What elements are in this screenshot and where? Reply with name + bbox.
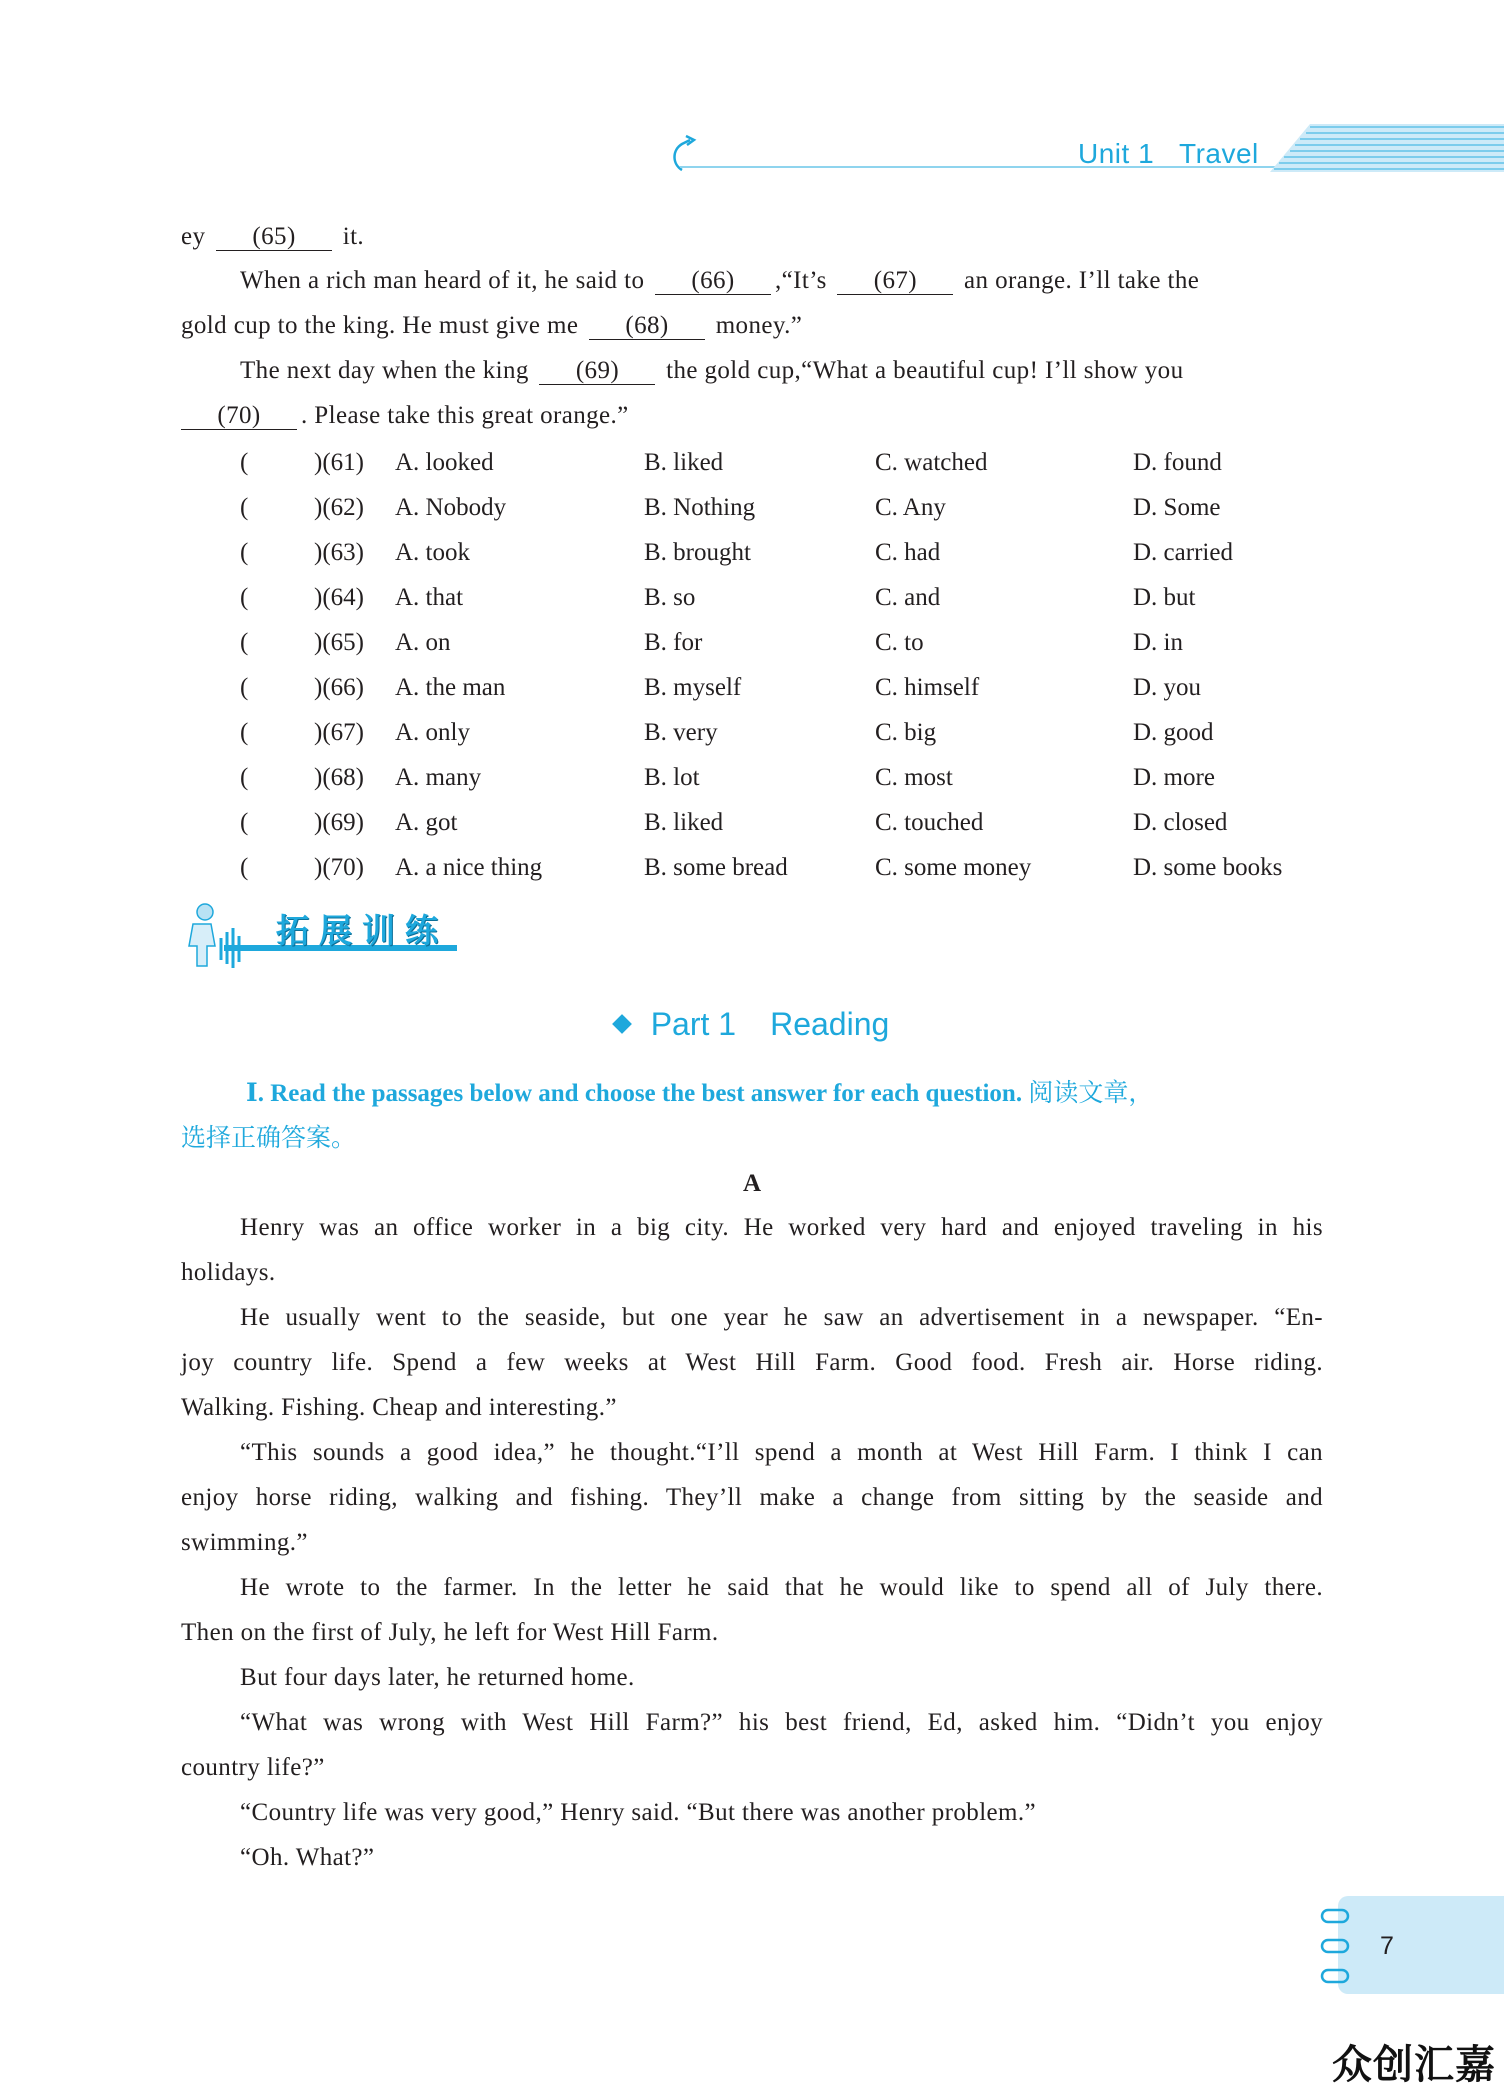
answer-paren-close: ) xyxy=(314,584,323,611)
binder-rings-icon xyxy=(1318,1906,1352,1986)
question-number xyxy=(314,581,364,615)
option-b: B. very xyxy=(644,719,718,746)
option-c: C. watched xyxy=(875,449,988,476)
passage-line: He wrote to the farmer. In the letter he said that he would like to spend all of July there. xyxy=(240,1574,1323,1601)
option-c: C. Any xyxy=(875,494,946,521)
option-a: A. on xyxy=(395,629,451,656)
question-number-text: (61) xyxy=(322,449,364,476)
instruction-line-1: Ⅰ. Read the passages below and choose the best answer for each question. 阅读文章， xyxy=(246,1078,1154,1107)
option-d: D. found xyxy=(1133,449,1222,476)
passage-line: joy country life. Spend a few weeks at West Hill Farm. Good food. Fresh air. Horse riding. xyxy=(181,1349,1323,1376)
answer-paren-open[interactable]: ( xyxy=(240,584,249,611)
option-d: D. in xyxy=(1133,629,1183,656)
answer-paren-open[interactable]: ( xyxy=(240,809,249,836)
option-row xyxy=(0,806,1504,840)
option-b: B. some bread xyxy=(644,854,788,881)
blank-67: (67) xyxy=(837,268,953,295)
question-number xyxy=(314,446,364,480)
option-row xyxy=(0,536,1504,570)
option-b: B. Nothing xyxy=(644,494,756,521)
answer-paren-open[interactable]: ( xyxy=(240,449,249,476)
option-a: A. that xyxy=(395,584,464,611)
option-row xyxy=(0,671,1504,705)
option-b: B. for xyxy=(644,629,703,656)
option-a: A. the man xyxy=(395,674,506,701)
passage-line: Then on the first of July, he left for West Hill Farm. xyxy=(181,1619,719,1646)
option-row xyxy=(0,491,1504,525)
option-c: C. some money xyxy=(875,854,1032,881)
header-unit-title: Unit 1 Travel xyxy=(1078,138,1259,169)
question-number xyxy=(314,761,364,795)
passage-line: He usually went to the seaside, but one year he saw an advertisement in a newspaper. “En- xyxy=(240,1304,1323,1331)
answer-paren-open[interactable]: ( xyxy=(240,539,249,566)
option-d: D. some books xyxy=(1133,854,1283,881)
question-number xyxy=(314,806,364,840)
answer-paren-open[interactable]: ( xyxy=(240,629,249,656)
cloze-line-1: ey (65) it. xyxy=(181,223,365,250)
question-number-text: (67) xyxy=(322,719,364,746)
option-c: C. most xyxy=(875,764,953,791)
option-row xyxy=(0,626,1504,660)
option-row xyxy=(0,446,1504,480)
option-c: C. and xyxy=(875,584,941,611)
question-number xyxy=(314,626,364,660)
answer-paren-open[interactable]: ( xyxy=(240,494,249,521)
passage-line: “Country life was very good,” Henry said. “But there was another problem.” xyxy=(240,1799,1037,1826)
passage-line: But four days later, he returned home. xyxy=(240,1664,635,1691)
page-number-tab xyxy=(1338,1896,1504,1994)
option-b: B. myself xyxy=(644,674,742,701)
header-stripes-decoration xyxy=(1270,124,1504,172)
cloze-line-4: The next day when the king (69) the gold cup,“What a beautiful cup! I’ll show you xyxy=(240,357,1184,384)
question-number-text: (69) xyxy=(322,809,364,836)
option-a: A. many xyxy=(395,764,482,791)
passage-line: swimming.” xyxy=(181,1529,308,1556)
option-d: D. carried xyxy=(1133,539,1233,566)
option-b: B. lot xyxy=(644,764,700,791)
option-c: C. himself xyxy=(875,674,980,701)
option-b: B. liked xyxy=(644,809,724,836)
question-number-text: (65) xyxy=(322,629,364,656)
question-number-text: (62) xyxy=(322,494,364,521)
question-number xyxy=(314,671,364,705)
cloze-line-5: (70) . Please take this great orange.” xyxy=(181,401,1323,431)
question-number-text: (64) xyxy=(322,584,364,611)
passage-line: holidays. xyxy=(181,1259,276,1286)
answer-paren-open[interactable]: ( xyxy=(240,854,249,881)
option-row xyxy=(0,716,1504,750)
option-d: D. more xyxy=(1133,764,1215,791)
option-a: A. got xyxy=(395,809,458,836)
passage-line: enjoy horse riding, walking and fishing. They’ll make a change from sitting by the seaside and xyxy=(181,1484,1323,1511)
section-banner-title: 拓展训练 xyxy=(276,911,448,950)
passage-label: A xyxy=(742,1170,762,1197)
blank-70: (70) xyxy=(181,403,297,430)
question-number-text: (68) xyxy=(322,764,364,791)
option-c: C. had xyxy=(875,539,941,566)
watermark-logo: 众创汇嘉 xyxy=(1332,2042,1496,2088)
option-a: A. Nobody xyxy=(395,494,507,521)
option-d: D. good xyxy=(1133,719,1214,746)
option-a: A. a nice thing xyxy=(395,854,543,881)
diamond-bullet-icon xyxy=(612,1014,632,1034)
option-a: A. only xyxy=(395,719,470,746)
passage-line: country life?” xyxy=(181,1754,325,1781)
question-number xyxy=(314,716,364,750)
answer-paren-close: ) xyxy=(314,449,323,476)
passage-line: Henry was an office worker in a big city. He worked very hard and enjoyed traveling in his xyxy=(240,1214,1323,1241)
option-a: A. looked xyxy=(395,449,494,476)
blank-65: (65) xyxy=(216,224,332,251)
option-b: B. so xyxy=(644,584,696,611)
part-heading: Part 1 Reading xyxy=(0,1006,1504,1043)
answer-paren-close: ) xyxy=(314,494,323,521)
header-arrow-icon xyxy=(668,134,708,174)
answer-paren-close: ) xyxy=(314,764,323,791)
option-a: A. took xyxy=(395,539,470,566)
answer-paren-close: ) xyxy=(314,854,323,881)
blank-69: (69) xyxy=(539,358,655,385)
option-d: D. closed xyxy=(1133,809,1228,836)
option-d: D. but xyxy=(1133,584,1196,611)
option-c: C. to xyxy=(875,629,924,656)
answer-paren-open[interactable]: ( xyxy=(240,719,249,746)
question-number-text: (70) xyxy=(322,854,364,881)
option-row xyxy=(0,761,1504,795)
answer-paren-close: ) xyxy=(314,629,323,656)
answer-paren-close: ) xyxy=(314,719,323,746)
answer-paren-close: ) xyxy=(314,539,323,566)
question-number-text: (66) xyxy=(322,674,364,701)
answer-paren-open[interactable]: ( xyxy=(240,764,249,791)
instruction-line-2: 选择正确答案。 xyxy=(181,1123,357,1152)
option-c: C. touched xyxy=(875,809,984,836)
blank-68: (68) xyxy=(589,313,705,340)
answer-paren-close: ) xyxy=(314,809,323,836)
option-c: C. big xyxy=(875,719,937,746)
option-d: D. you xyxy=(1133,674,1202,701)
passage-line: Walking. Fishing. Cheap and interesting.” xyxy=(181,1394,617,1421)
answer-paren-open[interactable]: ( xyxy=(240,674,249,701)
question-number-text: (63) xyxy=(322,539,364,566)
cloze-line-3: gold cup to the king. He must give me (68) money.” xyxy=(181,312,803,339)
passage-line: “This sounds a good idea,” he thought.“I’ll spend a month at West Hill Farm. I think I can xyxy=(240,1439,1323,1466)
option-b: B. liked xyxy=(644,449,724,476)
option-row xyxy=(0,851,1504,885)
question-number xyxy=(314,491,364,525)
blank-66: (66) xyxy=(655,268,771,295)
question-number xyxy=(314,536,364,570)
passage-line: “What was wrong with West Hill Farm?” his best friend, Ed, asked him. “Didn’t you enjoy xyxy=(240,1709,1323,1736)
option-row xyxy=(0,581,1504,615)
question-number xyxy=(314,851,364,885)
option-d: D. Some xyxy=(1133,494,1221,521)
passage-line: “Oh. What?” xyxy=(240,1844,375,1871)
page-number: 7 xyxy=(1380,1932,1394,1960)
cloze-line-2: When a rich man heard of it, he said to (66) ,“It’s (67) an orange. I’ll take the xyxy=(240,267,1200,294)
answer-paren-close: ) xyxy=(314,674,323,701)
option-b: B. brought xyxy=(644,539,751,566)
